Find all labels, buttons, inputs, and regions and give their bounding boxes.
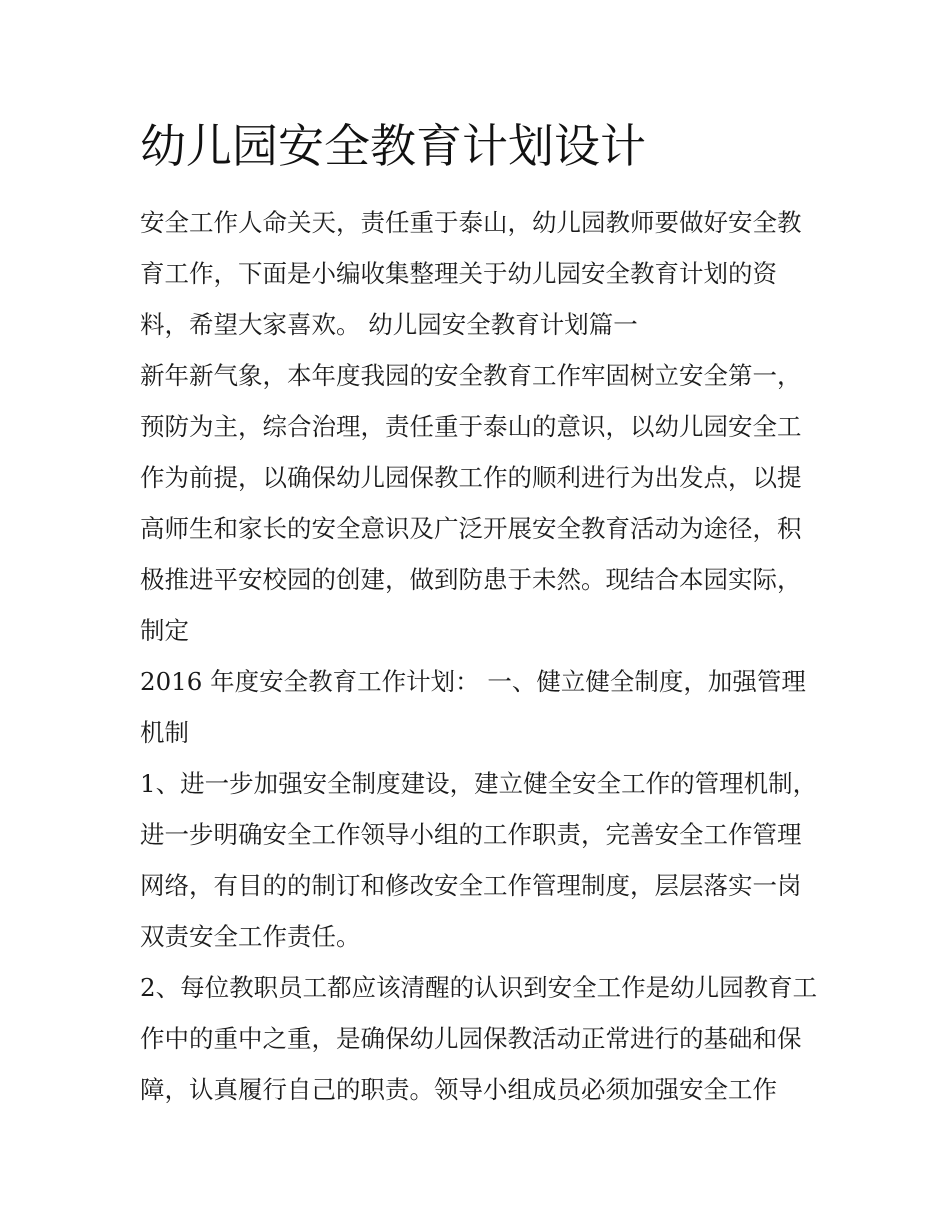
item-1-paragraph: 1、进一步加强安全制度建设，建立健全安全工作的管理机制，进一步明确安全工作领导小组的工作职责，完善安全工作管理网络，有目的的制订和修改安全工作管理制度，层层落实一岗双责安全工作责任。 <box>140 769 818 951</box>
document-body <box>140 197 820 1115</box>
item-2-paragraph: 2、每位教职员工都应该清醒的认识到安全工作是幼儿园教育工作中的重中之重，是确保幼儿园保教活动正常进行的基础和保障，认真履行自己的职责。领导小组成员必须加强安全工作 <box>140 973 818 1104</box>
plan-heading-paragraph: 2016 年度安全教育工作计划： 一、健立健全制度，加强管理机制 <box>140 667 806 747</box>
overview-paragraph: 新年新气象，本年度我园的安全教育工作牢固树立安全第一，预防为主，综合治理，责任重于泰山的意识，以幼儿园安全工作为前提，以确保幼儿园保教工作的顺利进行为出发点，以提高师生和家长的安全意识及广泛开展安全教育活动为途径，积极推进平安校园的创建，做到防患于未然。现结合本园实际，制定 <box>140 361 802 645</box>
intro-paragraph: 安全工作人命关天，责任重于泰山，幼儿园教师要做好安全教育工作，下面是小编收集整理关于幼儿园安全教育计划的资料，希望大家喜欢。 幼儿园安全教育计划篇一 <box>140 208 802 339</box>
document-title: 幼儿园安全教育计划设计 <box>140 119 646 173</box>
